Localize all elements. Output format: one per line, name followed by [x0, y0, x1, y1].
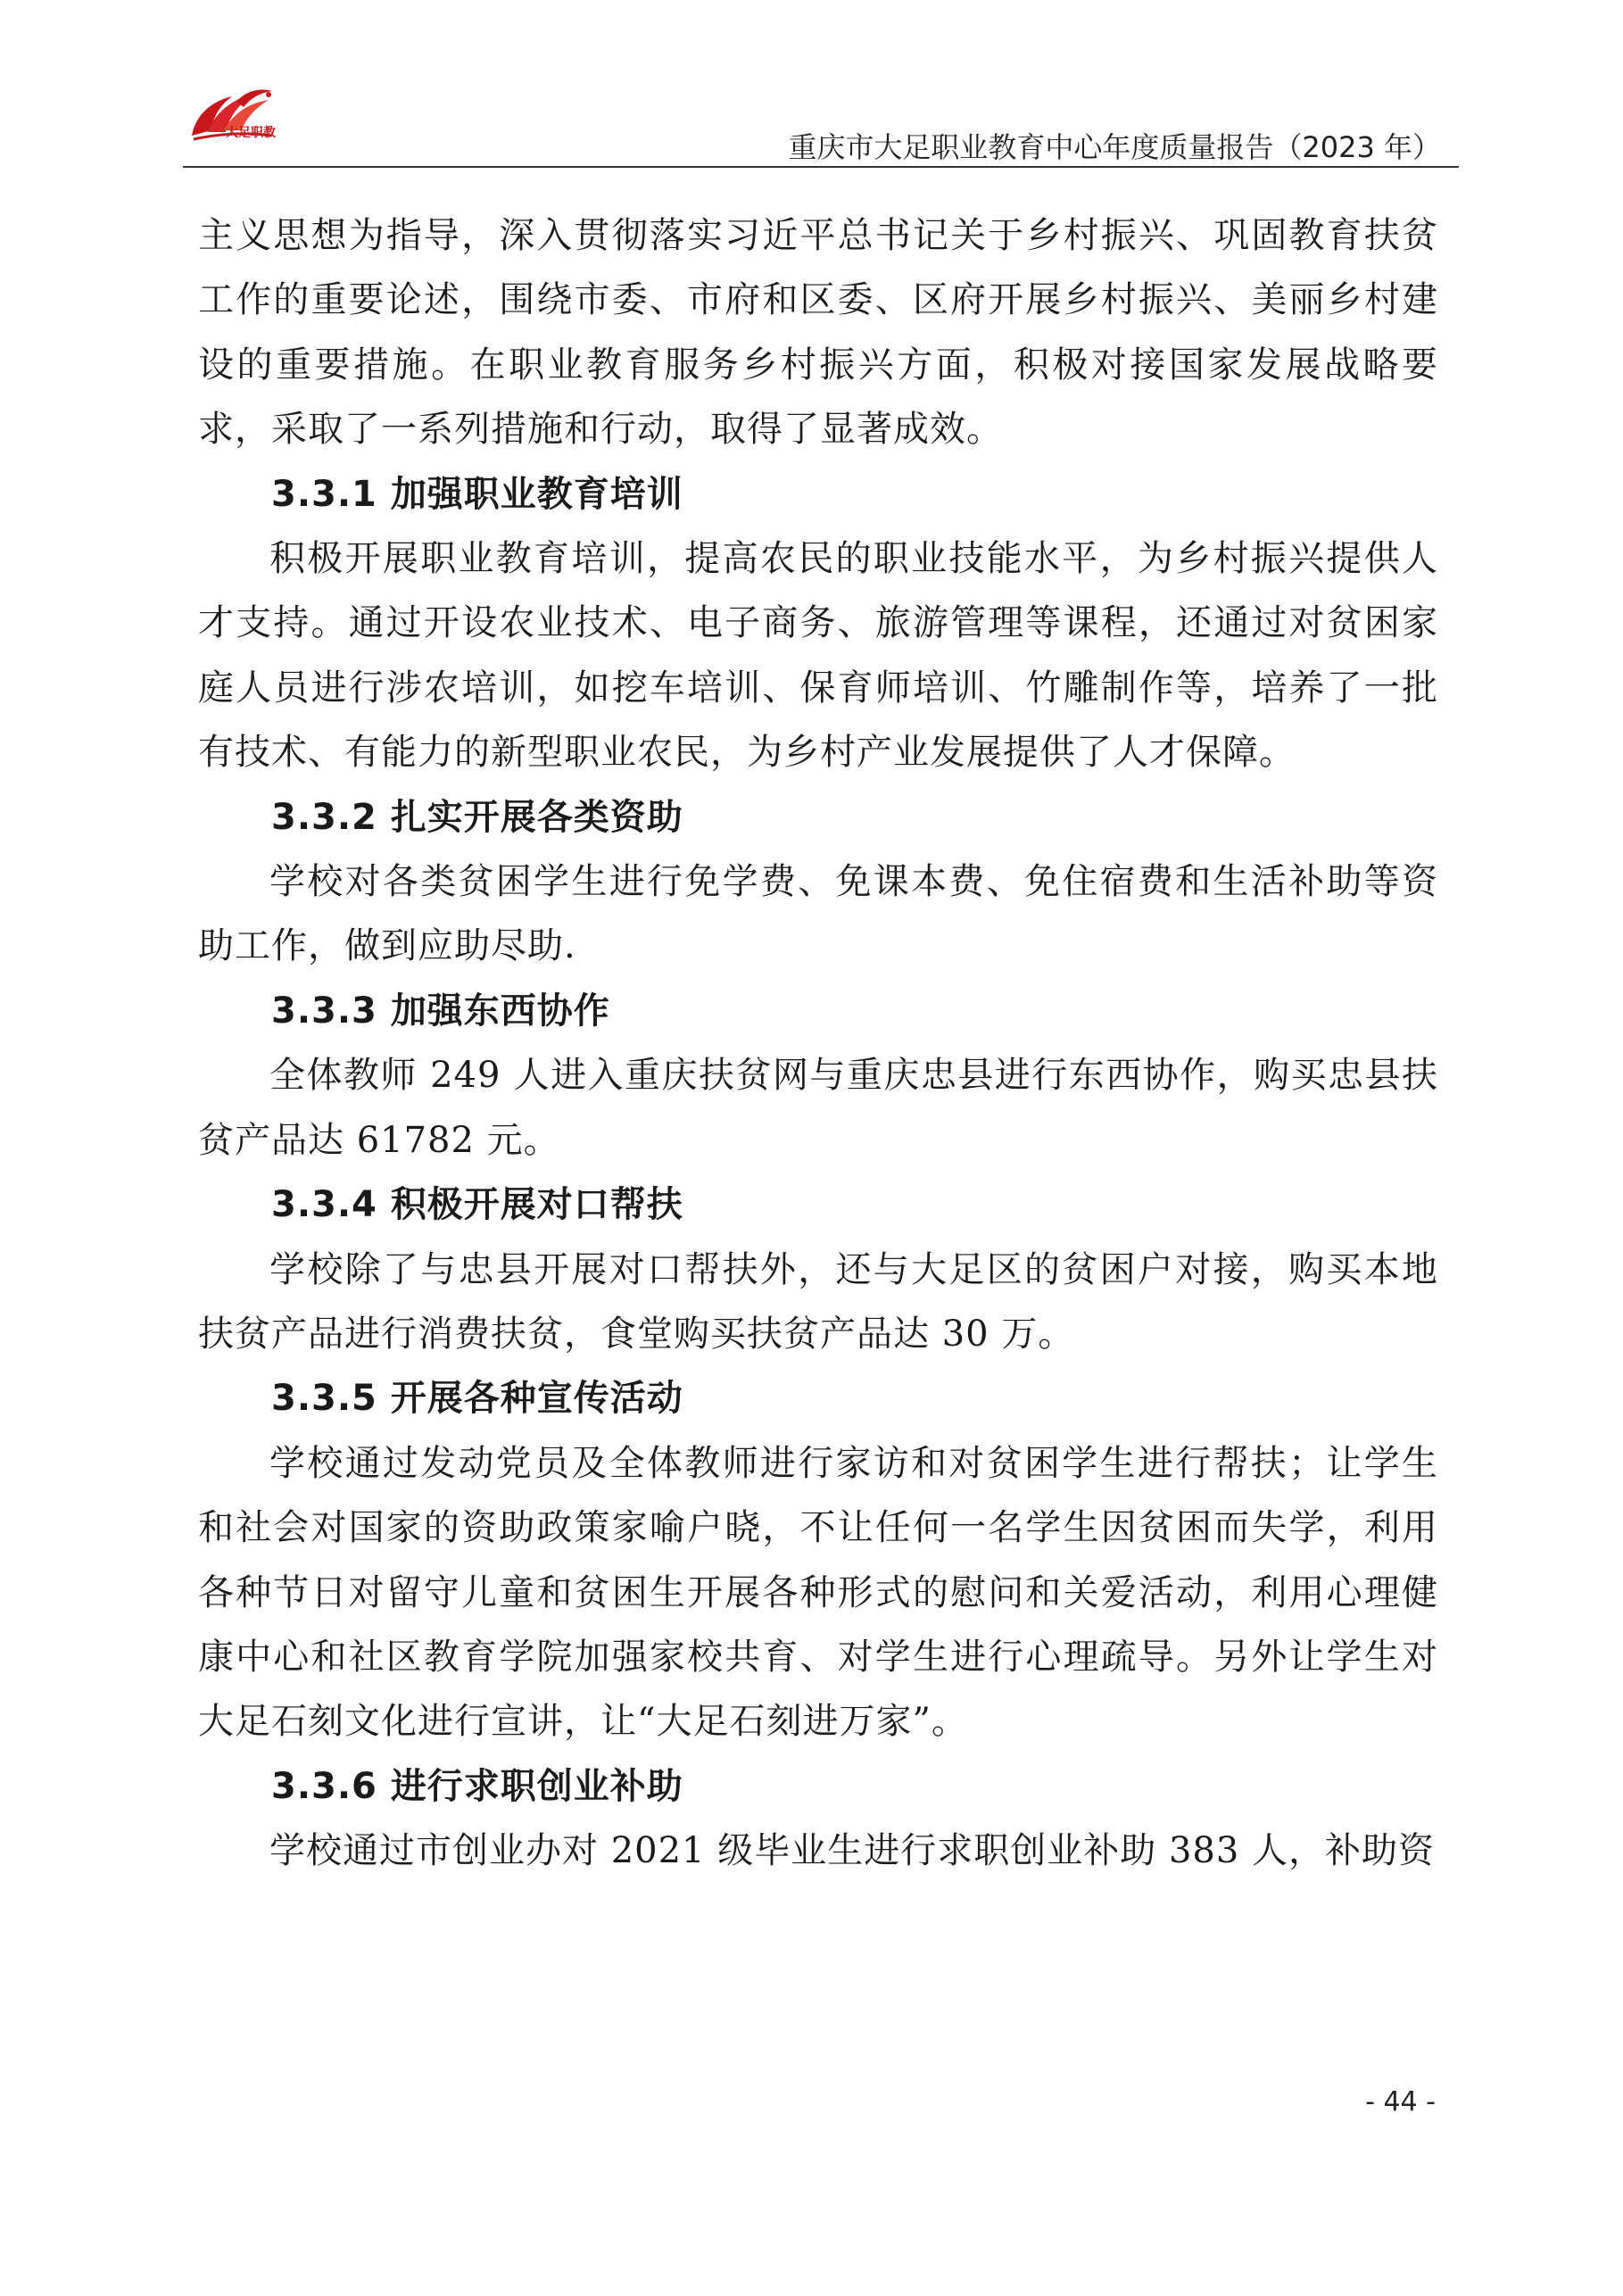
page-header	[183, 80, 1459, 170]
school-logo	[183, 80, 303, 152]
section-heading-3-3-1: 3.3.1 加强职业教育培训	[271, 473, 683, 515]
section-heading-3-3-3: 3.3.3 加强东西协作	[271, 990, 610, 1032]
section-heading-3-3-5: 3.3.5 开展各种宣传活动	[271, 1378, 683, 1420]
section-text-3-3-5: 学校通过发动党员及全体教师进行家访和对贫困学生进行帮扶；让学生和社会对国家的资助政策家喻户晓，不让任何一名学生因贫困而失学，利用各种节日对留守儿童和贫困生开展各种形式的慰问和关爱活动，利用心理健康中心和社区教育学院加强家校共育、对学生进行心理疏导。另外让学生对大足石刻文化进行宣讲，让“大足石刻进万家”。	[198, 1442, 1438, 1743]
section-text-3-3-3: 全体教师 249 人进入重庆扶贫网与重庆忠县进行东西协作，购买忠县扶贫产品达 61782 元。	[198, 1055, 1438, 1161]
section-text-3-3-1: 积极开展职业教育培训，提高农民的职业技能水平，为乡村振兴提供人才支持。通过开设农业技术、电子商务、旅游管理等课程，还通过对贫困家庭人员进行涉农培训，如挖车培训、保育师培训、竹雕制作等，培养了一批有技术、有能力的新型职业农民，为乡村产业发展提供了人才保障。	[198, 538, 1438, 774]
report-header-title: 重庆市大足职业教育中心年度质量报告（2023 年）	[788, 130, 1441, 164]
intro-paragraph: 主义思想为指导，深入贯彻落实习近平总书记关于乡村振兴、巩固教育扶贫工作的重要论述，围绕市委、市府和区委、区府开展乡村振兴、美丽乡村建设的重要措施。在职业教育服务乡村振兴方面，积极对接国家发展战略要求，采取了一系列措施和行动，取得了显著成效。	[198, 215, 1438, 451]
page-body	[198, 203, 1438, 1884]
section-text-3-3-4: 学校除了与忠县开展对口帮扶外，还与大足区的贫困户对接，购买本地扶贫产品进行消费扶贫，食堂购买扶贫产品达 30 万。	[198, 1248, 1438, 1355]
section-heading-3-3-4: 3.3.4 积极开展对口帮扶	[271, 1184, 683, 1226]
section-heading-3-3-6: 3.3.6 进行求职创业补助	[271, 1765, 683, 1807]
section-text-3-3-2: 学校对各类贫困学生进行免学费、免课本费、免住宿费和生活补助等资助工作，做到应助尽助.	[198, 861, 1438, 967]
header-divider	[183, 166, 1459, 168]
section-text-3-3-6: 学校通过市创业办对 2021 级毕业生进行求职创业补助 383 人，补助资	[269, 1830, 1436, 1872]
logo-text: 大足职教	[226, 126, 276, 140]
section-heading-3-3-2: 3.3.2 扎实开展各类资助	[271, 796, 683, 838]
phoenix-logo-icon	[183, 80, 303, 152]
page-number: - 44 -	[1365, 2086, 1436, 2118]
